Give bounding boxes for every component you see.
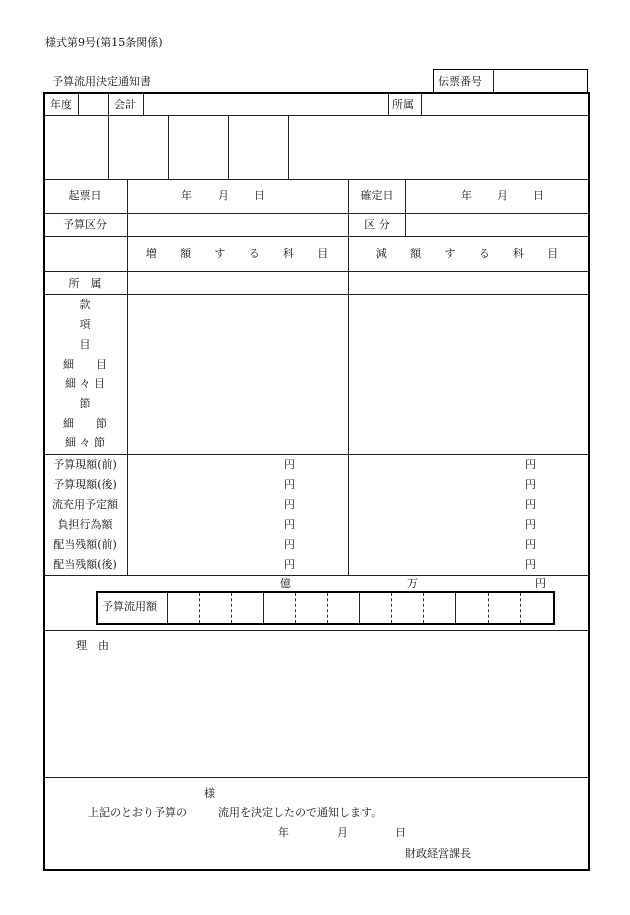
amount-label-2: 予算現額(後) bbox=[53, 478, 117, 491]
yen-inc-5: 円 bbox=[284, 538, 295, 551]
confirm-date-label: 確定日 bbox=[360, 189, 394, 202]
yen-dec-2: 円 bbox=[525, 478, 536, 491]
yen-inc-1: 円 bbox=[284, 458, 295, 471]
form-number: 様式第9号(第15条関係) bbox=[45, 36, 163, 49]
yen-dec-1: 円 bbox=[525, 458, 536, 471]
draft-year: 年 bbox=[181, 189, 192, 202]
hierarchy-saisetsu: 細 節 bbox=[63, 417, 107, 430]
yen-dec-3: 円 bbox=[525, 498, 536, 511]
unit-yen: 円 bbox=[535, 577, 546, 590]
amount-label-6: 配当残額(後) bbox=[53, 558, 117, 571]
reason-field[interactable] bbox=[60, 660, 570, 770]
unit-oku: 億 bbox=[280, 577, 291, 590]
form-title: 予算流用決定通知書 bbox=[52, 75, 151, 88]
reason-label: 理 由 bbox=[76, 639, 109, 652]
draft-day: 日 bbox=[254, 189, 265, 202]
slip-number-label: 伝票番号 bbox=[438, 75, 482, 88]
amount-label-1: 予算現額(前) bbox=[53, 458, 117, 471]
budget-category-label: 予算区分 bbox=[63, 218, 107, 231]
unit-man: 万 bbox=[407, 577, 418, 590]
category-label: 区 分 bbox=[364, 218, 390, 231]
confirm-day: 日 bbox=[533, 189, 544, 202]
yen-dec-4: 円 bbox=[525, 518, 536, 531]
issuer-name: 財政経営課長 bbox=[405, 847, 471, 860]
yen-inc-3: 円 bbox=[284, 498, 295, 511]
notice-month: 月 bbox=[337, 826, 348, 839]
yen-inc-2: 円 bbox=[284, 478, 295, 491]
hierarchy-kou: 項 bbox=[79, 318, 91, 331]
draft-date-label: 起票日 bbox=[68, 189, 102, 202]
yen-inc-4: 円 bbox=[284, 518, 295, 531]
notice-text-2: 流用を決定したので通知します。 bbox=[218, 806, 383, 819]
decrease-heading: 減 額 す る 科 目 bbox=[375, 247, 569, 260]
addressee-sama: 様 bbox=[204, 787, 215, 800]
yen-dec-6: 円 bbox=[525, 558, 536, 571]
hierarchy-saisaisetsu: 細 々 節 bbox=[65, 436, 105, 449]
hierarchy-kan: 款 bbox=[79, 298, 91, 311]
amount-label-3: 流充用予定額 bbox=[52, 498, 118, 511]
confirm-month: 月 bbox=[497, 189, 508, 202]
amount-label-5: 配当残額(前) bbox=[53, 538, 117, 551]
draft-month: 月 bbox=[218, 189, 229, 202]
hierarchy-saimoku: 細 目 bbox=[63, 358, 107, 371]
transfer-amount-box bbox=[96, 591, 555, 625]
fiscal-year-label: 年度 bbox=[50, 98, 72, 111]
increase-heading: 増 額 す る 科 目 bbox=[145, 247, 339, 260]
hierarchy-setsu: 節 bbox=[79, 397, 91, 410]
hierarchy-saisaimoku: 細 々 目 bbox=[65, 377, 105, 390]
yen-dec-5: 円 bbox=[525, 538, 536, 551]
hierarchy-moku: 目 bbox=[79, 338, 91, 351]
notice-text-1: 上記のとおり予算の bbox=[88, 806, 187, 819]
department-label: 所属 bbox=[392, 98, 414, 111]
notice-day: 日 bbox=[395, 826, 406, 839]
account-label: 会計 bbox=[114, 98, 136, 111]
amount-label-4: 負担行為額 bbox=[57, 518, 113, 531]
affiliation-label: 所 属 bbox=[68, 277, 102, 290]
confirm-year: 年 bbox=[461, 189, 472, 202]
yen-inc-6: 円 bbox=[284, 558, 295, 571]
transfer-amount-label: 予算流用額 bbox=[102, 600, 157, 613]
notice-year: 年 bbox=[278, 826, 289, 839]
